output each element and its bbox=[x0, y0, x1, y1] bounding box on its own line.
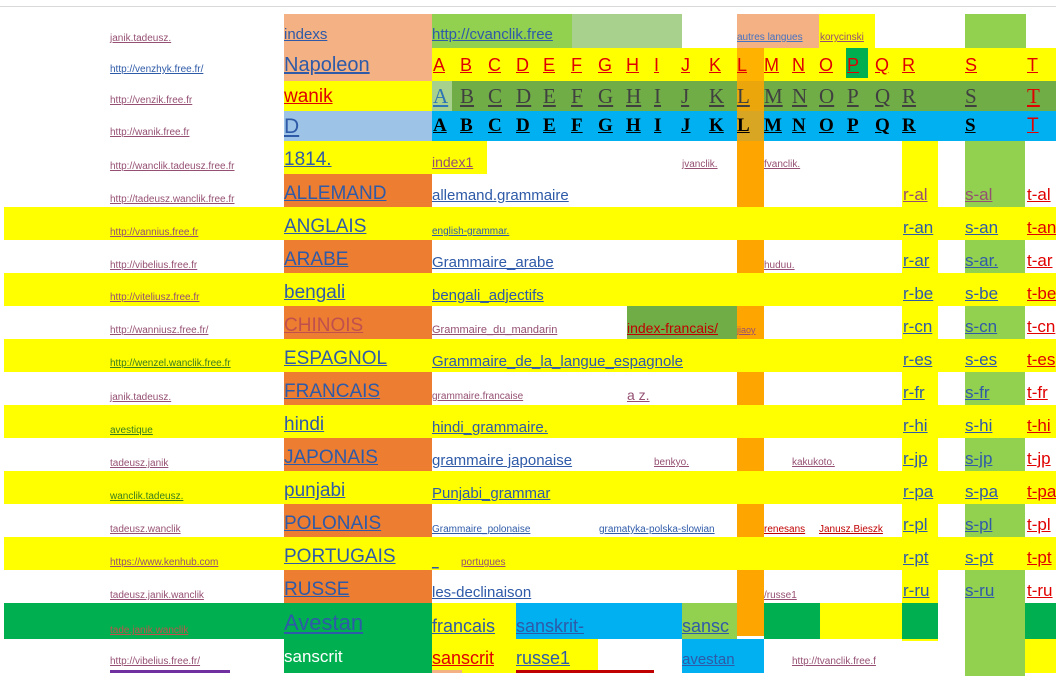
alpha-letter[interactable]: Q bbox=[875, 115, 890, 136]
lang-link[interactable]: PORTUGAIS bbox=[284, 546, 396, 567]
alpha-letter[interactable]: S bbox=[965, 55, 978, 75]
s-code-link[interactable]: s-al bbox=[965, 185, 993, 204]
renesans-link[interactable]: renesans bbox=[764, 524, 806, 535]
lang-link[interactable]: RUSSE bbox=[284, 579, 350, 600]
s-code-link[interactable]: s-pa bbox=[965, 482, 999, 501]
alpha-letter[interactable]: G bbox=[598, 55, 613, 75]
s-code-link[interactable]: s-be bbox=[965, 284, 999, 303]
r-code-link[interactable]: r-fr bbox=[903, 383, 925, 402]
alpha-letter[interactable]: K bbox=[709, 115, 724, 136]
alpha-letter[interactable]: R bbox=[902, 115, 916, 136]
lang-link[interactable]: JAPONAIS bbox=[284, 447, 378, 468]
r-code-link[interactable]: r-ar bbox=[903, 251, 930, 270]
left-link[interactable]: http://vannius.free.fr bbox=[110, 227, 199, 238]
alpha-letter[interactable]: L bbox=[737, 115, 750, 136]
r-code-link[interactable]: r-es bbox=[903, 350, 933, 369]
left-link[interactable]: wanclik.tadeusz. bbox=[110, 491, 184, 502]
alpha-letter[interactable]: J bbox=[681, 84, 690, 108]
r-code-link[interactable]: r-jp bbox=[903, 449, 928, 468]
alpha-letter[interactable]: E bbox=[543, 84, 556, 108]
left-link[interactable]: http://wanik.free.fr bbox=[110, 127, 190, 138]
alpha-letter[interactable]: N bbox=[792, 84, 808, 108]
index-francais-link[interactable]: index-francais/ bbox=[627, 320, 719, 336]
alpha-letter[interactable]: M bbox=[764, 84, 783, 108]
grammar-link[interactable]: les-declinaison bbox=[432, 584, 532, 601]
kakukoto-link[interactable]: kakukoto. bbox=[792, 457, 835, 468]
t-code-link[interactable]: t-jp bbox=[1027, 449, 1051, 468]
bg-cell bbox=[764, 603, 820, 639]
alpha-letter[interactable]: E bbox=[543, 55, 556, 75]
t-code-link[interactable]: t-an bbox=[1027, 218, 1056, 237]
left-link[interactable]: https://www.kenhub.com bbox=[110, 557, 219, 568]
r-code-link[interactable]: r-an bbox=[903, 218, 934, 237]
s-code-link[interactable]: s-ru bbox=[965, 581, 995, 600]
grammar-link[interactable]: Grammaire_polonaise bbox=[432, 524, 531, 535]
alpha-letter[interactable]: D bbox=[516, 84, 532, 108]
alpha-letter[interactable]: F bbox=[571, 84, 583, 108]
t-code-link[interactable]: t-al bbox=[1027, 185, 1051, 204]
alpha-letter[interactable]: L bbox=[737, 84, 750, 108]
alpha-letter[interactable]: F bbox=[571, 115, 583, 136]
alpha-letter[interactable]: I bbox=[654, 84, 661, 108]
alpha-letter[interactable]: A bbox=[433, 115, 447, 136]
left-link[interactable]: http://viteliusz.free.fr bbox=[110, 292, 200, 303]
grammar-link[interactable]: francais bbox=[432, 616, 496, 636]
russe1-path-link[interactable]: /russe1 bbox=[764, 590, 797, 601]
lang-link[interactable]: CHINOIS bbox=[284, 315, 364, 336]
grammar-link[interactable]: index1 bbox=[432, 154, 474, 170]
r-code-link[interactable]: r-pa bbox=[903, 482, 934, 501]
grammar-link[interactable]: Grammaire_de_la_langue_espagnole bbox=[432, 353, 684, 370]
portugues-link[interactable]: portugues bbox=[461, 557, 506, 568]
s-code-link[interactable]: s-pl bbox=[965, 515, 993, 534]
alpha-letter[interactable]: C bbox=[488, 84, 503, 108]
lang-link[interactable]: indexs bbox=[284, 26, 328, 43]
alpha-letter[interactable]: O bbox=[819, 55, 834, 75]
sanskrit-link[interactable]: sanskrit- bbox=[516, 616, 585, 636]
r-code-link[interactable]: r-ru bbox=[903, 581, 930, 600]
left-link[interactable]: http://venzhyk.free.fr/ bbox=[110, 64, 204, 75]
alpha-letter[interactable]: T bbox=[1027, 115, 1039, 136]
lang-link[interactable]: ANGLAIS bbox=[284, 216, 367, 237]
grammar-link[interactable]: hindi_grammaire. bbox=[432, 419, 548, 436]
grammar-link[interactable]: english-grammar. bbox=[432, 226, 510, 237]
alpha-letter[interactable]: R bbox=[902, 84, 917, 108]
grammar-link[interactable]: grammaire japonaise bbox=[432, 452, 573, 469]
bg-cell bbox=[572, 14, 682, 48]
grammar-link[interactable]: Punjabi_grammar bbox=[432, 485, 551, 502]
alpha-letter[interactable]: Q bbox=[875, 55, 890, 75]
alpha-letter[interactable]: T bbox=[1027, 55, 1038, 75]
t-code-link[interactable]: t-be bbox=[1027, 284, 1056, 303]
s-code-link[interactable]: s-hi bbox=[965, 416, 993, 435]
r-code-link[interactable]: r-al bbox=[903, 185, 928, 204]
grammar-link[interactable]: allemand.grammaire bbox=[432, 187, 569, 204]
alpha-letter[interactable]: P bbox=[847, 55, 860, 75]
t-code-link[interactable]: t-pl bbox=[1027, 515, 1051, 534]
r-code-link[interactable]: r-cn bbox=[903, 317, 933, 336]
jvanclik-link[interactable]: jvanclik. bbox=[682, 159, 718, 170]
s-code-link[interactable]: s-cn bbox=[965, 317, 998, 336]
left-link[interactable]: http://wanniusz.free.fr/ bbox=[110, 325, 209, 336]
alpha-letter[interactable]: A bbox=[433, 55, 446, 75]
sansc-link[interactable]: sansc bbox=[682, 616, 730, 636]
lang-link[interactable]: ESPAGNOL bbox=[284, 348, 388, 369]
alpha-letter[interactable]: T bbox=[1027, 84, 1040, 108]
bg-cell bbox=[284, 111, 432, 141]
lang-link[interactable]: hindi bbox=[284, 414, 325, 435]
left-link[interactable]: tadeusz.janik.wanclik bbox=[110, 590, 204, 601]
lang-link[interactable]: POLONAIS bbox=[284, 513, 382, 534]
t-code-link[interactable]: t-pt bbox=[1027, 548, 1052, 567]
alpha-letter[interactable]: M bbox=[764, 55, 779, 75]
a-z-link[interactable]: a z. bbox=[627, 387, 650, 403]
s-code-link[interactable]: s-jp bbox=[965, 449, 993, 468]
lang-label: sanscrit bbox=[284, 647, 343, 666]
t-code-link[interactable]: t-ar bbox=[1027, 251, 1053, 270]
fvanclik-link[interactable]: fvanclik. bbox=[764, 159, 801, 170]
alpha-letter[interactable]: P bbox=[847, 84, 859, 108]
lang-link[interactable]: bengali bbox=[284, 282, 346, 303]
alpha-letter[interactable]: P bbox=[847, 115, 859, 136]
r-code-link[interactable]: r-be bbox=[903, 284, 934, 303]
left-link[interactable]: tade.janik.wanclik bbox=[110, 625, 189, 636]
r-code-link[interactable]: r-pt bbox=[903, 548, 929, 567]
accent-bar bbox=[432, 670, 462, 673]
left-link[interactable]: janik.tadeusz. bbox=[110, 392, 172, 403]
tvanclik-link[interactable]: http://tvanclik.free.f bbox=[792, 656, 876, 667]
left-link[interactable]: http://vibelius.free.fr bbox=[110, 260, 198, 271]
alpha-letter[interactable]: J bbox=[681, 115, 691, 136]
s-code-link[interactable]: s-fr bbox=[965, 383, 990, 402]
alpha-letter[interactable]: C bbox=[488, 55, 501, 75]
lang-link[interactable]: D bbox=[284, 115, 300, 138]
left-link[interactable]: tadeusz.wanclik bbox=[110, 524, 181, 535]
lang-link[interactable]: ARABE bbox=[284, 249, 349, 270]
accent-bar bbox=[110, 670, 230, 673]
top-divider bbox=[0, 6, 1056, 7]
alpha-letter[interactable]: I bbox=[654, 115, 662, 136]
alpha-letter[interactable]: H bbox=[626, 55, 639, 75]
left-link[interactable]: tadeusz.janik bbox=[110, 458, 169, 469]
gramatyka-link[interactable]: gramatyka-polska-slowian bbox=[599, 524, 715, 535]
alpha-letter[interactable]: S bbox=[965, 84, 977, 108]
alpha-letter[interactable]: F bbox=[571, 55, 582, 75]
alpha-letter[interactable]: B bbox=[460, 115, 473, 136]
t-code-link[interactable]: t-es bbox=[1027, 350, 1056, 369]
t-code-link[interactable]: t-fr bbox=[1027, 383, 1048, 402]
alpha-letter[interactable]: Q bbox=[875, 84, 891, 108]
lang-link[interactable]: punjabi bbox=[284, 480, 346, 501]
lang-link[interactable]: Avestan bbox=[284, 610, 364, 635]
autres-langues-link[interactable]: autres langues bbox=[737, 32, 803, 43]
huduu-link[interactable]: huduu. bbox=[764, 260, 795, 271]
alpha-letter[interactable]: H bbox=[626, 84, 642, 108]
lang-link[interactable]: ALLEMAND bbox=[284, 183, 387, 204]
avestan-link[interactable]: avestan bbox=[682, 651, 735, 668]
alpha-letter[interactable]: N bbox=[792, 115, 806, 136]
lang-link[interactable]: 1814. bbox=[284, 149, 332, 170]
r-code-link[interactable]: r-pl bbox=[903, 515, 928, 534]
bg-cell bbox=[820, 603, 902, 639]
alpha-letter[interactable]: A bbox=[433, 84, 449, 108]
alpha-letter[interactable]: D bbox=[516, 55, 529, 75]
russe1-link[interactable]: russe1 bbox=[516, 648, 571, 668]
lang-link[interactable]: FRANCAIS bbox=[284, 381, 381, 402]
t-code-link[interactable]: t-ru bbox=[1027, 581, 1053, 600]
left-link[interactable]: http://wenzel.wanclik.free.fr bbox=[110, 358, 231, 369]
left-link[interactable]: http://vibelius.free.fr/ bbox=[110, 656, 201, 667]
alpha-letter[interactable]: L bbox=[737, 55, 748, 75]
alpha-letter[interactable]: H bbox=[626, 115, 641, 136]
left-link[interactable]: avestique bbox=[110, 425, 153, 436]
grammar-link[interactable]: sanscrit bbox=[432, 648, 495, 668]
s-code-link[interactable]: s-pt bbox=[965, 548, 994, 567]
t-code-link[interactable]: t-cn bbox=[1027, 317, 1056, 336]
alpha-letter[interactable]: S bbox=[965, 115, 976, 136]
t-code-link[interactable]: t-pa bbox=[1027, 482, 1056, 501]
alpha-letter[interactable]: G bbox=[598, 115, 613, 136]
lang-link[interactable]: wanik bbox=[284, 86, 333, 107]
alpha-letter[interactable]: G bbox=[598, 84, 614, 108]
bg-cell bbox=[1025, 603, 1056, 639]
t-code-link[interactable]: t-hi bbox=[1027, 416, 1051, 435]
grammar-link[interactable]: Grammaire_arabe bbox=[432, 254, 554, 271]
alpha-letter[interactable]: I bbox=[654, 55, 660, 75]
alpha-letter[interactable]: B bbox=[460, 84, 475, 108]
grammar-link[interactable]: http://cvanclik.free bbox=[432, 26, 553, 43]
s-code-link[interactable]: s-an bbox=[965, 218, 999, 237]
alpha-letter[interactable]: O bbox=[819, 115, 834, 136]
alpha-letter[interactable]: B bbox=[460, 55, 473, 75]
grammar-link[interactable]: bengali_adjectifs bbox=[432, 287, 544, 304]
bg-cell bbox=[1025, 639, 1056, 673]
jiaoy-link[interactable]: jiaoy bbox=[737, 325, 756, 335]
accent-bar bbox=[516, 670, 654, 673]
alpha-letter[interactable]: C bbox=[488, 115, 502, 136]
grammar-link[interactable]: _ bbox=[432, 555, 439, 569]
alpha-letter[interactable]: J bbox=[681, 55, 690, 75]
alpha-letter[interactable]: K bbox=[709, 55, 722, 75]
grammar-link[interactable]: Grammaire_du_mandarin bbox=[432, 324, 558, 336]
alpha-letter[interactable]: M bbox=[764, 115, 782, 136]
alpha-letter[interactable]: K bbox=[709, 84, 725, 108]
alpha-letter[interactable]: N bbox=[792, 55, 805, 75]
korycinski-link[interactable]: korycinski bbox=[820, 32, 864, 43]
alpha-letter[interactable]: D bbox=[516, 115, 530, 136]
bg-cell bbox=[965, 14, 1026, 48]
alpha-letter[interactable]: E bbox=[543, 115, 556, 136]
bg-cell bbox=[902, 603, 938, 639]
r-code-link[interactable]: r-hi bbox=[903, 416, 928, 435]
s-code-link[interactable]: s-es bbox=[965, 350, 998, 369]
left-link[interactable]: http://venzik.free.fr bbox=[110, 95, 193, 106]
s-code-link[interactable]: s-ar. bbox=[965, 251, 999, 270]
alpha-letter[interactable]: O bbox=[819, 84, 835, 108]
left-link[interactable]: http://wanclik.tadeusz.free.fr bbox=[110, 161, 235, 172]
grammar-link[interactable]: grammaire.francaise bbox=[432, 391, 524, 402]
lang-link[interactable]: Napoleon bbox=[284, 54, 370, 76]
benkyo-link[interactable]: benkyo. bbox=[654, 457, 690, 468]
alpha-letter[interactable]: R bbox=[902, 55, 915, 75]
left-link[interactable]: http://tadeusz.wanclik.free.fr bbox=[110, 194, 235, 205]
left-link[interactable]: janik.tadeusz. bbox=[110, 33, 172, 44]
janusz-link[interactable]: Janusz.Bieszk bbox=[819, 524, 883, 535]
